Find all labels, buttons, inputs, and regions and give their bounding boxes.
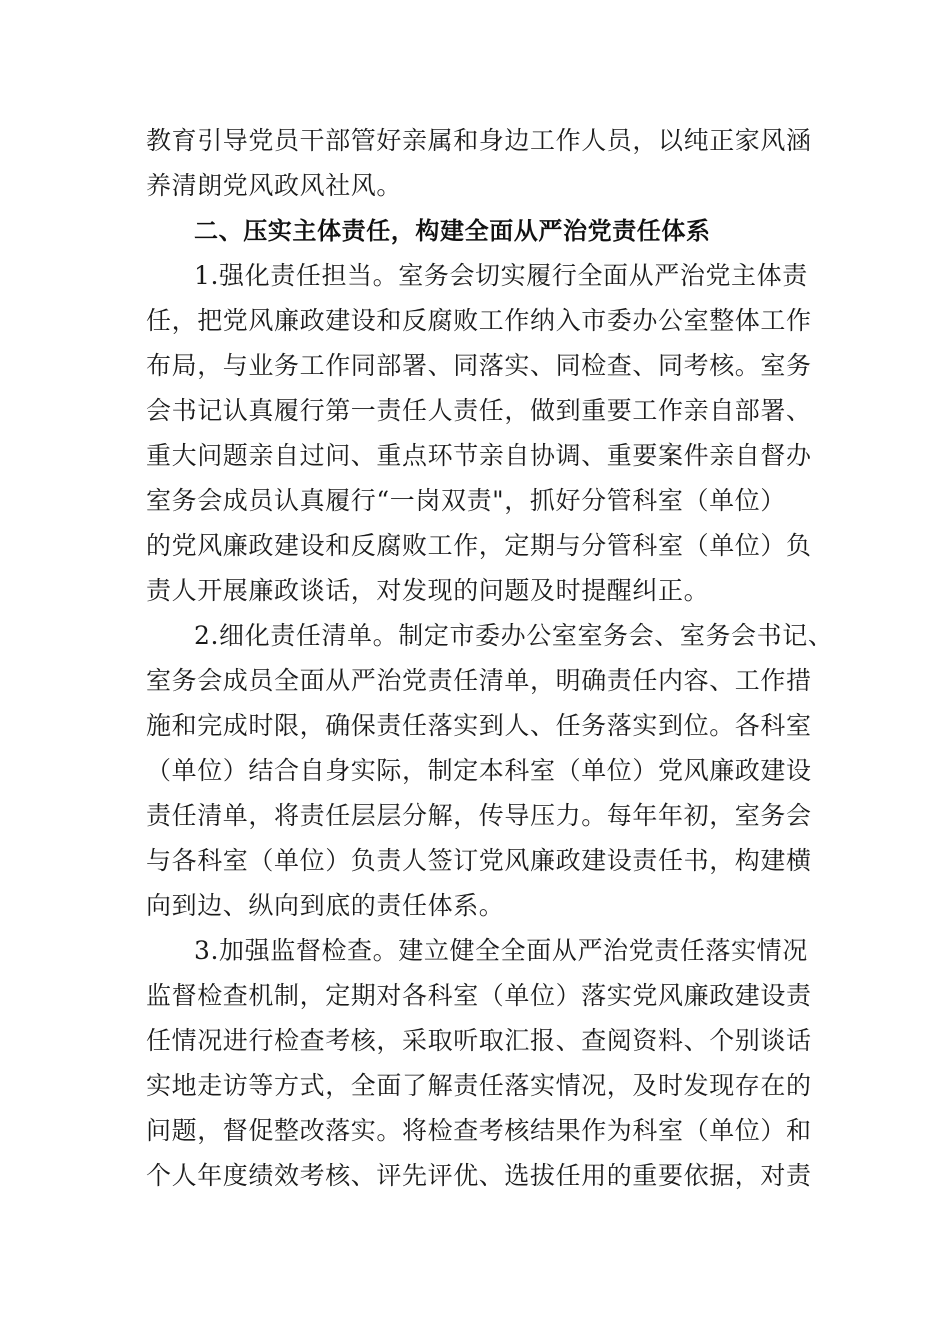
paragraph-2-line-6: 与各科室（单位）负责人签订党风廉政建设责任书，构建横 (146, 846, 812, 875)
paragraph-1-line-1: 1.强化责任担当。室务会切实履行全面从严治党主体责 (194, 261, 808, 290)
paragraph-3-line-5: 问题，督促整改落实。将检查考核结果作为科室（单位）和 (146, 1116, 812, 1145)
paragraph-2-line-4: （单位）结合自身实际，制定本科室（单位）党风廉政建设 (146, 756, 812, 785)
paragraph-1-line-7: 的党风廉政建设和反腐败工作，定期与分管科室（单位）负 (146, 531, 812, 560)
paragraph-3-line-4: 实地走访等方式，全面了解责任落实情况，及时发现存在的 (146, 1071, 812, 1100)
paragraph-1-line-4: 会书记认真履行第一责任人责任，做到重要工作亲自部署、 (146, 396, 812, 425)
paragraph-2-line-7: 向到边、纵向到底的责任体系。 (146, 891, 505, 920)
intro-line-1: 教育引导党员干部管好亲属和身边工作人员，以纯正家风涵 (146, 126, 812, 155)
paragraph-1-line-2: 任，把党风廉政建设和反腐败工作纳入市委办公室整体工作 (146, 306, 812, 335)
paragraph-3-line-1: 3.加强监督检查。建立健全全面从严治党责任落实情况 (194, 936, 808, 965)
paragraph-2-line-1: 2.细化责任清单。制定市委办公室室务会、室务会书记、 (194, 621, 834, 650)
paragraph-2-line-2: 室务会成员全面从严治党责任清单，明确责任内容、工作措 (146, 666, 812, 695)
paragraph-1-line-6: 室务会成员认真履行“一岗双责"，抓好分管科室（单位） (146, 486, 786, 515)
paragraph-2-line-3: 施和完成时限，确保责任落实到人、任务落实到位。各科室 (146, 711, 812, 740)
section-heading: 二、压实主体责任，构建全面从严治党责任体系 (194, 217, 711, 245)
paragraph-3-line-6: 个人年度绩效考核、评先评优、选拔任用的重要依据，对责 (146, 1161, 812, 1190)
intro-line-2: 养清朗党风政风社风。 (146, 171, 403, 200)
paragraph-1-line-8: 责人开展廉政谈话，对发现的问题及时提醒纠正。 (146, 576, 710, 605)
paragraph-2-line-5: 责任清单，将责任层层分解，传导压力。每年年初，室务会 (146, 801, 812, 830)
paragraph-3-line-2: 监督检查机制，定期对各科室（单位）落实党风廉政建设责 (146, 981, 812, 1010)
paragraph-3-line-3: 任情况进行检查考核，采取听取汇报、查阅资料、个别谈话 (146, 1026, 812, 1055)
paragraph-1-line-5: 重大问题亲自过问、重点环节亲自协调、重要案件亲自督办 (146, 441, 812, 470)
paragraph-1-line-3: 布局，与业务工作同部署、同落实、同检查、同考核。室务 (146, 351, 812, 380)
